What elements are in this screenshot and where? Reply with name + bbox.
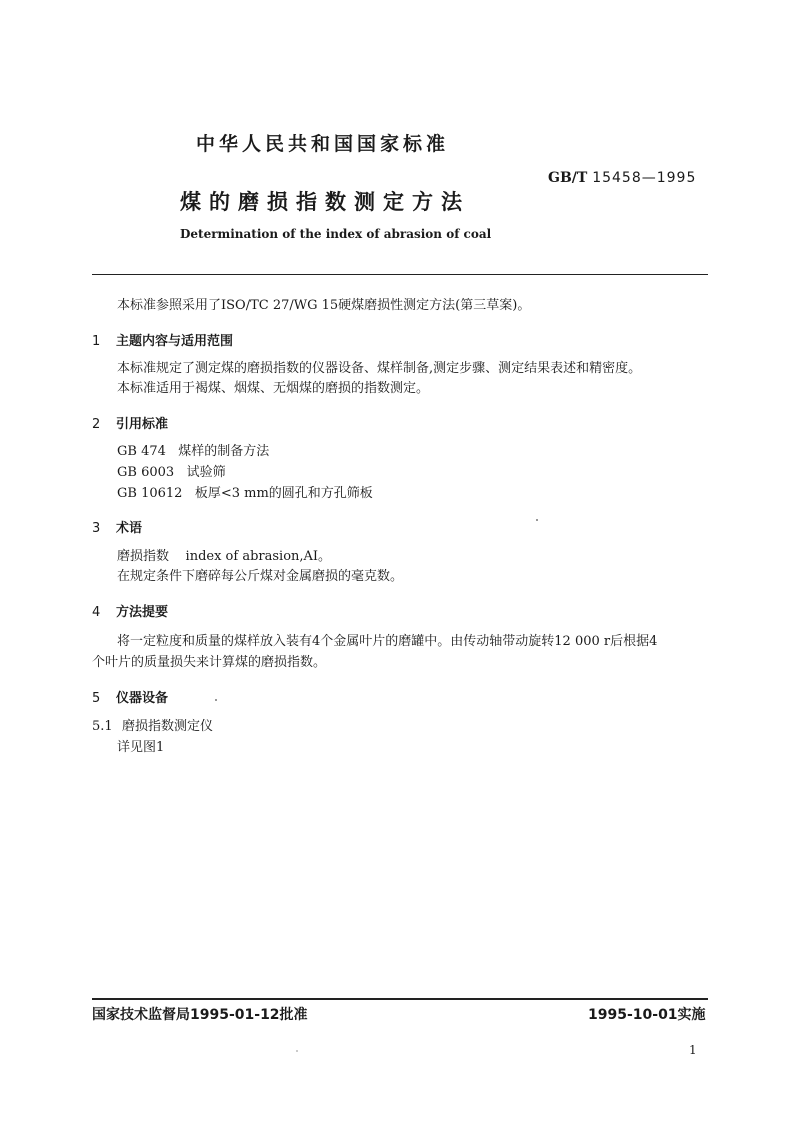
reference-code: GB 10612: [117, 486, 183, 501]
term-english: index of abrasion,AI。: [185, 549, 332, 564]
section-4-line-1: 将一定粒度和质量的煤样放入装有4个金属叶片的磨罐中。由传动轴带动旋转12 000 r后根据4: [117, 634, 658, 649]
subsection-5-1-text: 详见图1: [117, 740, 165, 755]
reference-code: GB 6003: [117, 465, 175, 480]
standard-code-prefix: GB/T: [548, 170, 593, 186]
section-2-heading: [92, 413, 168, 432]
reference-name: 板厚<3 mm的圆孔和方孔筛板: [194, 486, 373, 501]
term-entry: [117, 548, 331, 566]
header-divider: [92, 274, 708, 275]
standard-code: [548, 170, 696, 186]
page-number: 1: [689, 1043, 697, 1057]
section-4-heading: [92, 601, 168, 620]
section-2-title: 引用标准: [116, 417, 169, 432]
section-1-line-1: 本标准规定了测定煤的磨损指数的仪器设备、煤样制备,测定步骤、测定结果表述和精密度。: [117, 361, 642, 376]
section-4-line-2: 个叶片的质量损失来计算煤的磨损指数。: [92, 655, 327, 670]
implementation-line: 1995-10-01实施: [588, 1007, 706, 1023]
reference-code: GB 474: [117, 444, 166, 459]
section-4-number: 4: [92, 605, 101, 620]
section-5-title: 仪器设备: [116, 691, 169, 706]
section-2-number: 2: [92, 417, 101, 432]
reference-item: [117, 443, 269, 461]
scan-speck: [296, 1050, 298, 1052]
english-title: Determination of the index of abrasion of coal: [180, 227, 492, 241]
scan-speck: [536, 519, 538, 521]
section-3-number: 3: [92, 521, 101, 536]
section-4-title: 方法提要: [116, 605, 169, 620]
term-definition: 在规定条件下磨碎每公斤煤对金属磨损的毫克数。: [117, 569, 404, 584]
approval-line: 国家技术监督局1995-01-12批准: [92, 1007, 308, 1023]
reference-name: 试验筛: [186, 465, 226, 480]
term-name: 磨损指数: [117, 549, 170, 564]
section-3-title: 术语: [116, 521, 143, 536]
reference-item: [117, 485, 373, 503]
section-1-number: 1: [92, 334, 101, 349]
section-5-number: 5: [92, 691, 101, 706]
section-1-line-2: 本标准适用于褐煤、烟煤、无烟煤的磨损的指数测定。: [117, 381, 430, 396]
scan-speck: [215, 699, 217, 701]
document-title: 煤的磨损指数测定方法: [180, 190, 470, 214]
subsection-5-1-title: 磨损指数测定仪: [122, 719, 214, 734]
intro-paragraph: 本标准参照采用了ISO/TC 27/WG 15硬煤磨损性测定方法(第三草案)。: [117, 298, 531, 313]
subsection-5-1-heading: [92, 718, 213, 736]
reference-name: 煤样的制备方法: [178, 444, 270, 459]
national-standard-heading: 中华人民共和国国家标准: [196, 133, 450, 155]
section-5-heading: [92, 687, 168, 706]
section-1-heading: [92, 330, 233, 349]
section-3-heading: [92, 517, 142, 536]
footer-divider: [92, 998, 708, 1000]
standard-code-number: 15458—1995: [592, 170, 697, 186]
subsection-5-1-number: 5.1: [92, 719, 113, 734]
reference-item: [117, 464, 226, 482]
section-1-title: 主题内容与适用范围: [116, 334, 234, 349]
